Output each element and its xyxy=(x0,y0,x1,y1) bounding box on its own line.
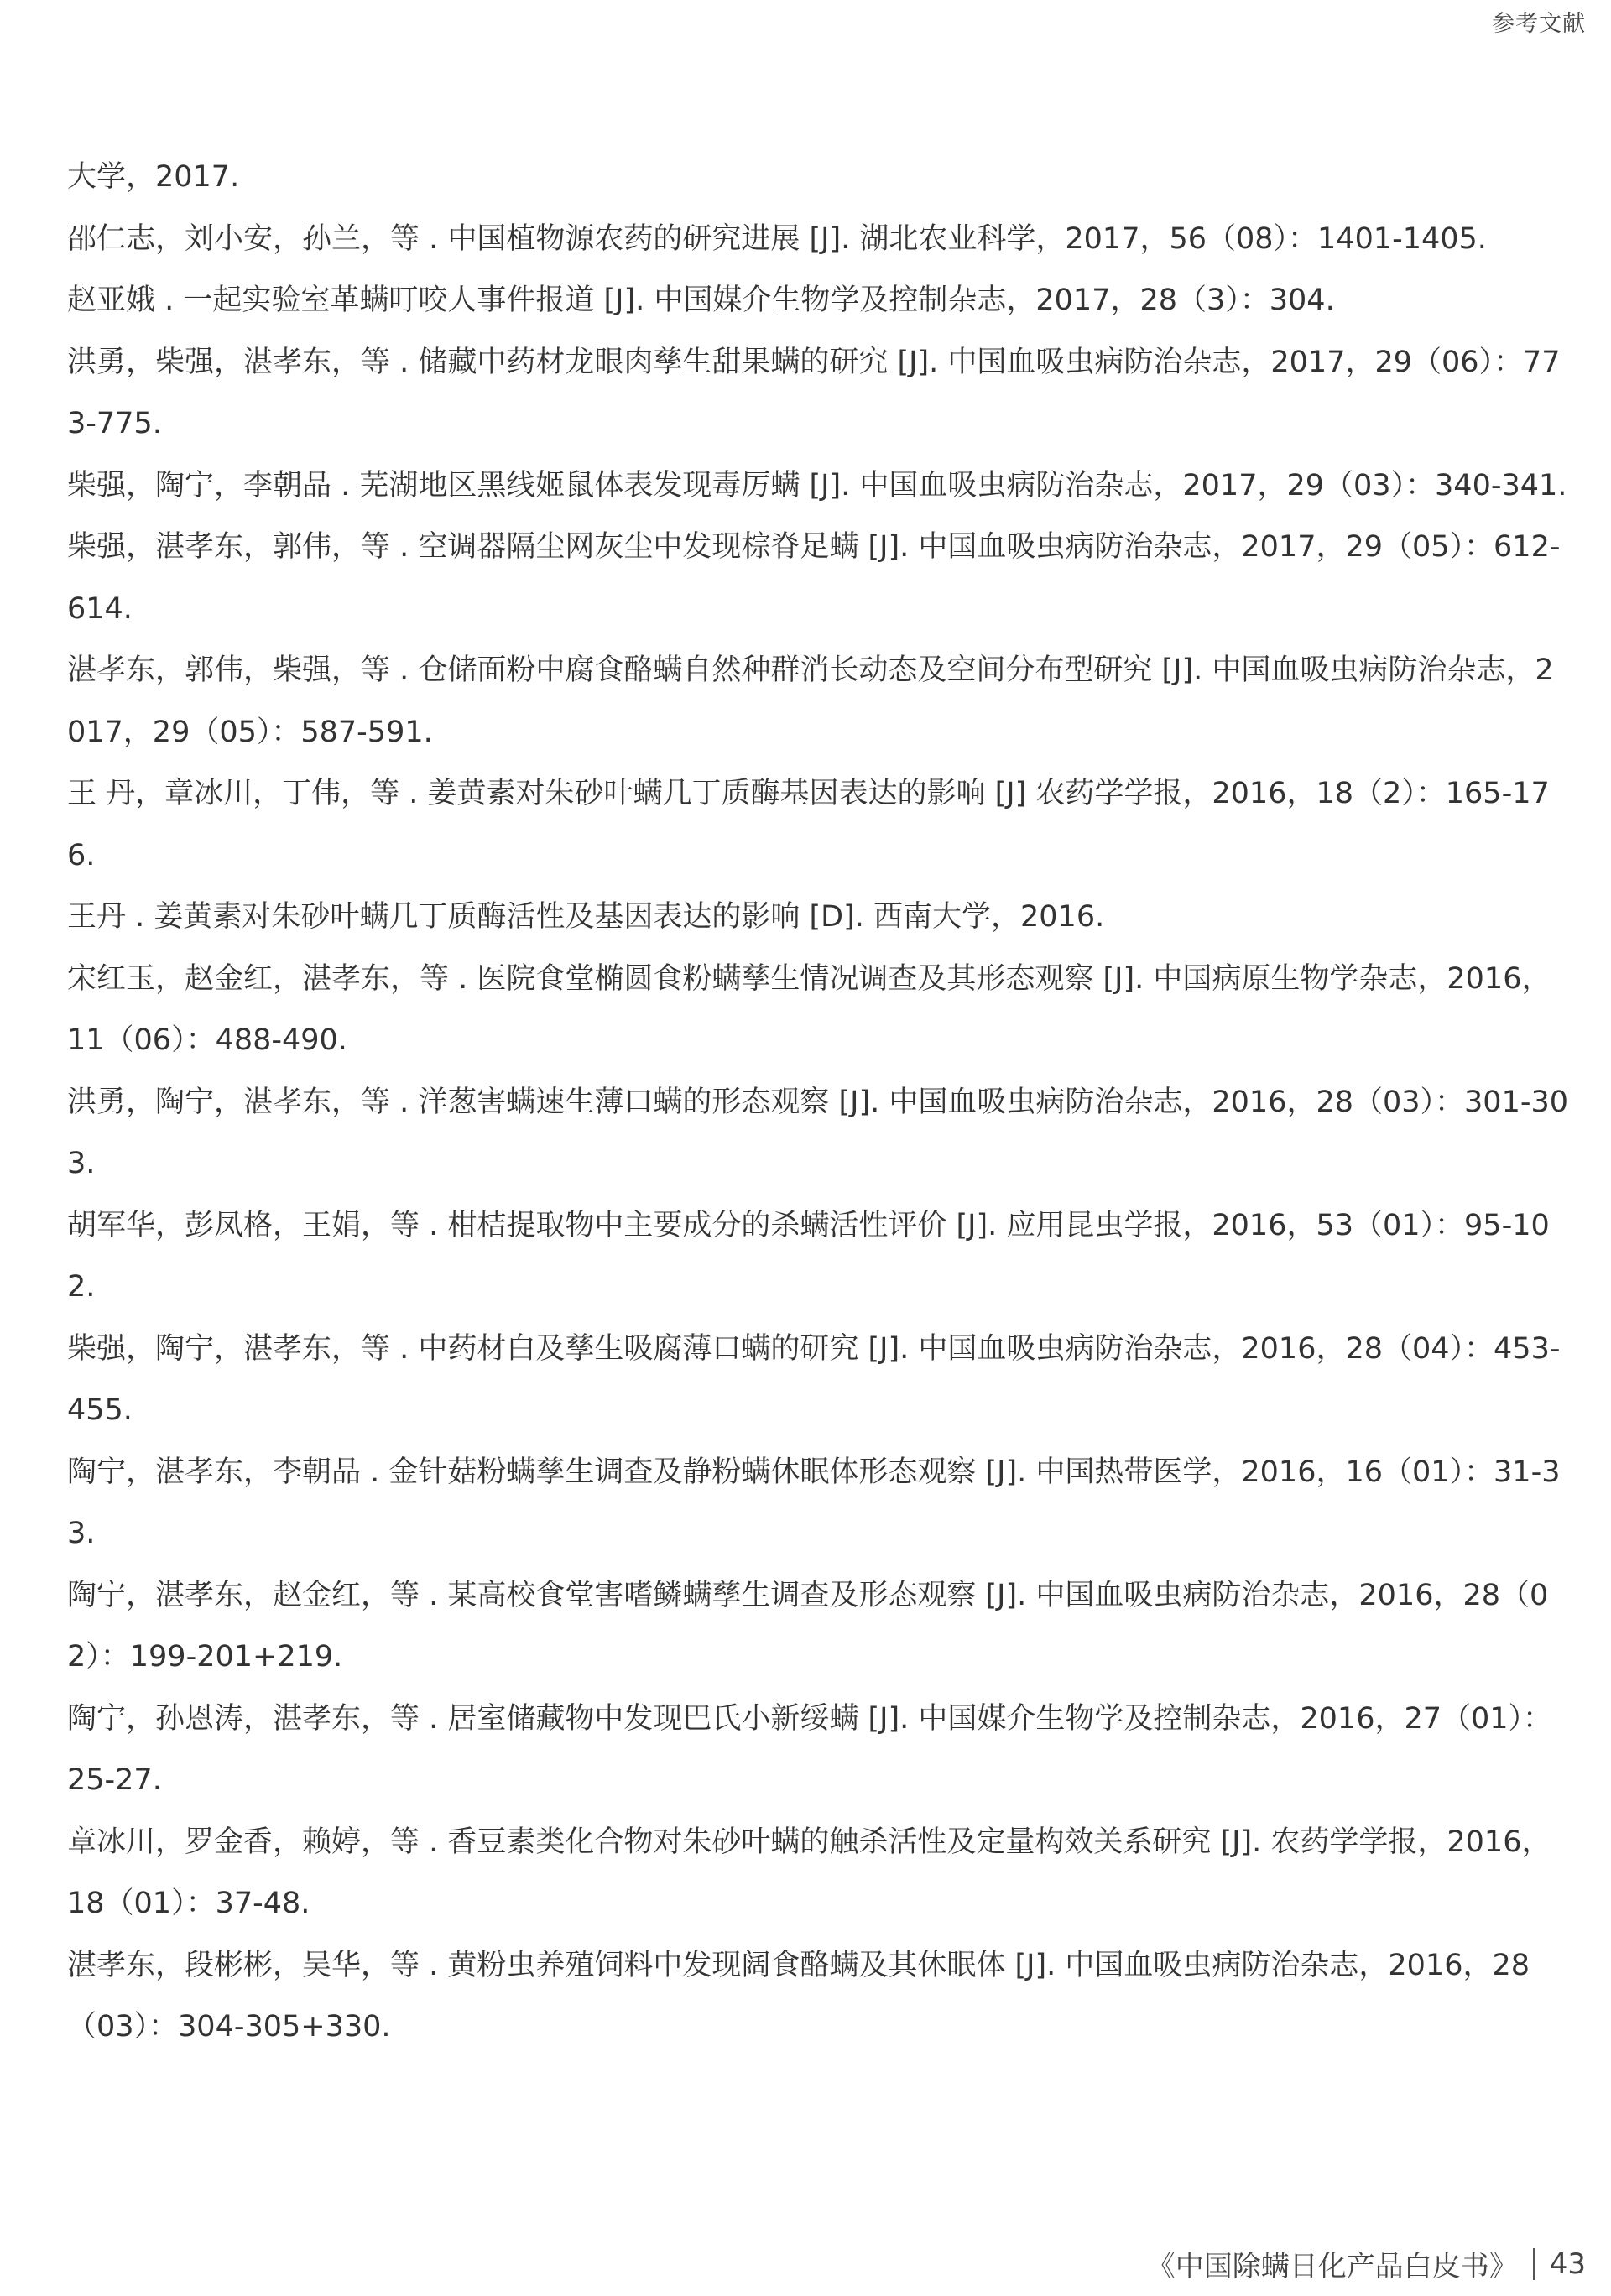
reference-item: 宋红玉，赵金红，湛孝东，等 . 医院食堂椭圆食粉螨孳生情况调查及其形态观察 [J]. 中国病原生物学杂志，2016，11（06）：488-490. xyxy=(67,961,1551,1057)
footer-divider xyxy=(1533,2248,1535,2280)
reference-item: 柴强，陶宁，湛孝东，等 . 中药材白及孳生吸腐薄口螨的研究 [J]. 中国血吸虫病防治杂志，2016，28（04）：453-455. xyxy=(67,1331,1561,1427)
reference-item: 王丹 . 姜黄素对朱砂叶螨几丁质酶活性及基因表达的影响 [D]. 西南大学，2016. xyxy=(67,900,1105,934)
reference-item: 邵仁志，刘小安，孙兰，等 . 中国植物源农药的研究进展 [J]. 湖北农业科学，2017，56（08）：1401-1405. xyxy=(67,221,1487,256)
section-title: 参考文献 xyxy=(1492,11,1586,37)
reference-item: 湛孝东，段彬彬，吴华，等 . 黄粉虫养殖饲料中发现阔食酪螨及其休眠体 [J]. 中国血吸虫病防治杂志，2016，28（03）：304-305+330. xyxy=(67,1948,1530,2043)
reference-item: 赵亚娥 . 一起实验室革螨叮咬人事件报道 [J]. 中国媒介生物学及控制杂志，2017，28（3）：304. xyxy=(67,284,1335,317)
reference-item: 洪勇，柴强，湛孝东，等 . 储藏中药材龙眼肉孳生甜果螨的研究 [J]. 中国血吸虫病防治杂志，2017，29（06）：773-775. xyxy=(67,345,1561,440)
reference-item: 湛孝东，郭伟，柴强，等 . 仓储面粉中腐食酪螨自然种群消长动态及空间分布型研究 [J]. 中国血吸虫病防治杂志，2017，29（05）：587-591. xyxy=(67,653,1554,749)
reference-item: 陶宁，湛孝东，李朝品 . 金针菇粉螨孳生调查及静粉螨休眠体形态观察 [J]. 中国热带医学，2016，16（01）：31-33. xyxy=(67,1455,1561,1550)
reference-item: 章冰川，罗金香，赖婷，等 . 香豆素类化合物对朱砂叶螨的触杀活性及定量构效关系研究 [J]. 农药学学报，2016，18（01）：37-48. xyxy=(67,1825,1551,1920)
reference-item: 洪勇，陶宁，湛孝东，等 . 洋葱害螨速生薄口螨的形态观察 [J]. 中国血吸虫病防治杂志，2016，28（03）：301-303. xyxy=(67,1085,1569,1180)
page-footer xyxy=(1147,2243,1586,2284)
book-title: 《中国除螨日化产品白皮书》 xyxy=(1146,2250,1518,2283)
reference-item: 大学，2017. xyxy=(67,160,240,194)
page-number: 43 xyxy=(1549,2247,1586,2281)
reference-list xyxy=(67,147,1569,2059)
reference-item: 柴强，湛孝东，郭伟，等 . 空调器隔尘网灰尘中发现棕脊足螨 [J]. 中国血吸虫病防治杂志，2017，29（05）：612-614. xyxy=(67,530,1561,626)
reference-item: 柴强，陶宁，李朝品 . 芜湖地区黑线姬鼠体表发现毒厉螨 [J]. 中国血吸虫病防治杂志，2017，29（03）：340-341. xyxy=(67,468,1567,502)
reference-item: 王 丹，章冰川，丁伟，等 . 姜黄素对朱砂叶螨几丁质酶基因表达的影响 [J] 农药学学报，2016，18（2）：165-176. xyxy=(67,777,1550,872)
reference-item: 陶宁，湛孝东，赵金红，等 . 某高校食堂害嗜鳞螨孳生调查及形态观察 [J]. 中国血吸虫病防治杂志，2016，28（02）：199-201+219. xyxy=(67,1578,1549,1674)
reference-item: 陶宁，孙恩涛，湛孝东，等 . 居室储藏物中发现巴氏小新绥螨 [J]. 中国媒介生物学及控制杂志，2016，27（01）：25-27. xyxy=(67,1701,1553,1797)
reference-item: 胡军华，彭凤格，王娟，等 . 柑桔提取物中主要成分的杀螨活性评价 [J]. 应用昆虫学报，2016，53（01）：95-102. xyxy=(67,1208,1550,1304)
